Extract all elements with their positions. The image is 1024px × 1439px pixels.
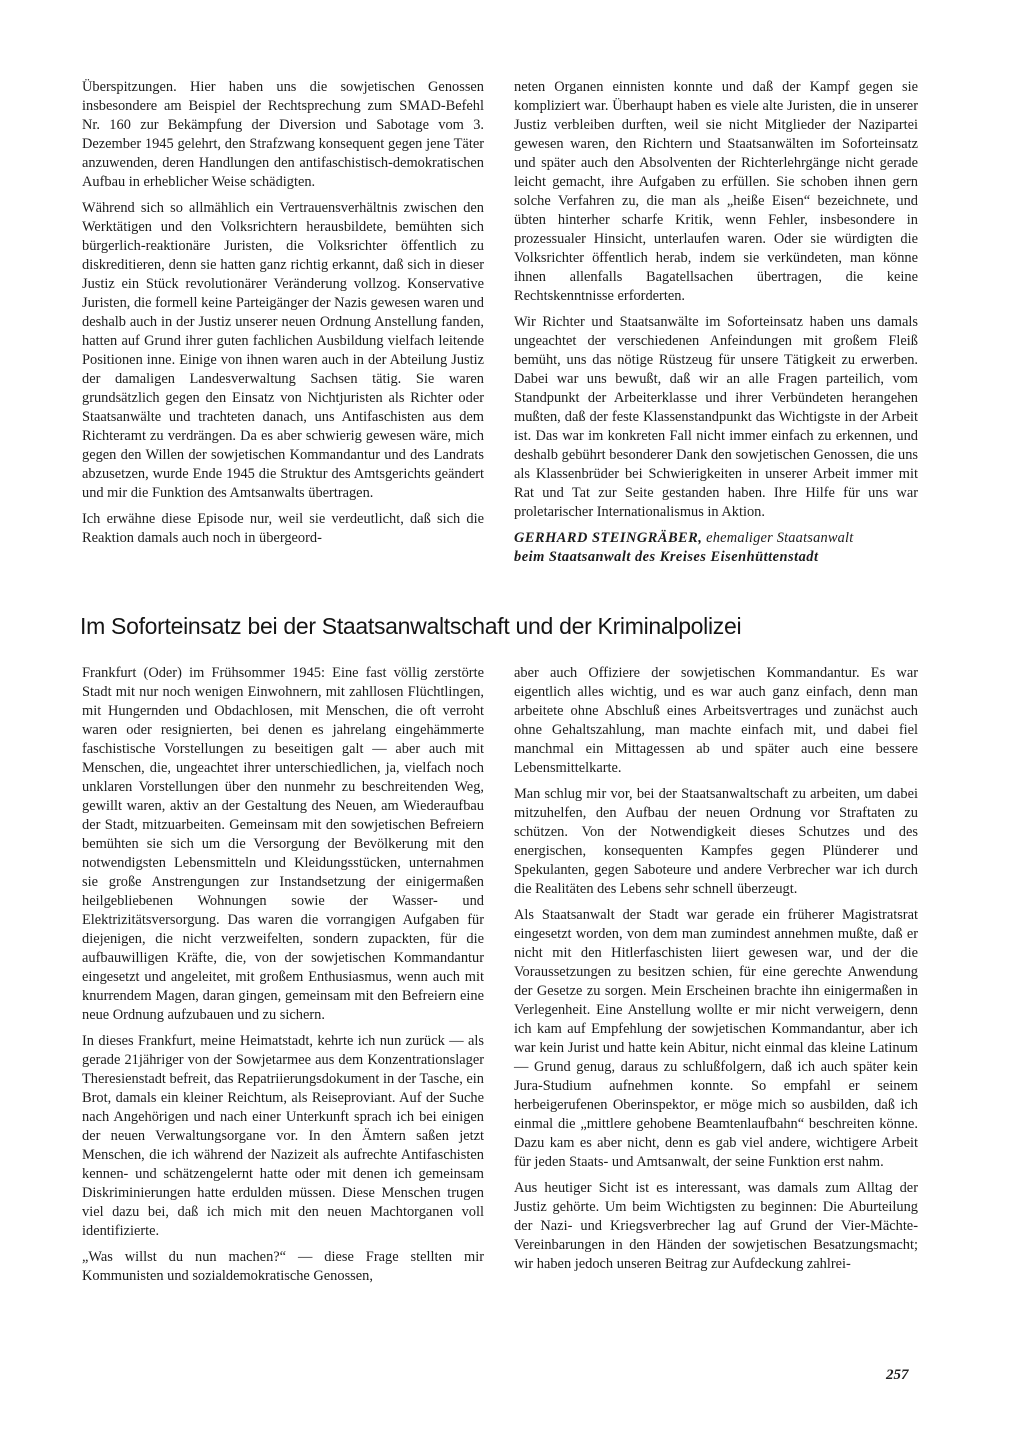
author-signature: [514, 529, 918, 567]
paragraph: „Was willst du nun machen?“ — diese Frage stellten mir Kommunisten und sozialdemokratische Genossen,: [82, 1249, 484, 1284]
paragraph: neten Organen einnisten konnte und daß der Kampf gegen sie kompliziert war. Überhaupt haben es viele alte Juristen, die in unserer Justiz verbleiben durften, weil sie nicht Mitglieder der Nazipartei gewesen waren, den Richtern und Staatsanwälten im Soforteinsatz und später auch den Absolventen der Richterlehrgänge nicht gerade leicht gemacht, ihre Aufgaben zu erfüllen. Sie schoben ihnen gern solche Verfahren zu, die man als „heiße Eisen“ bezeichnete, und übten hinterher scharfe Kritik, wenn Fehler, insbesondere in prozessualer Hinsicht, unterlaufen waren. Oder sie würdigten die Volksrichter öffentlich herab, indem sie verkündeten, man könne ihnen allenfalls Bagatellsachen übertragen, die keine Rechtskenntnisse erforderten.: [514, 79, 918, 304]
paragraph: Wir Richter und Staatsanwälte im Soforteinsatz haben uns damals ungeachtet der verschiedenen Anfeindungen mit großem Fleiß bemüht, uns das nötige Rüstzeug für unsere Tätigkeit zu erwerben. Dabei war uns bewußt, daß wir an alle Fragen parteilich, vom Standpunkt der Arbeiterklasse und ihrer Verbündeten herangehen mußten, daß der feste Klassenstandpunkt das Wichtigste in der Arbeit ist. Das war im konkreten Fall nicht immer einfach zu erkennen, und deshalb gebührt besonderer Dank den sowjetischen Genossen, die uns als Klassenbrüder bei Schwierigkeiten in unserer Arbeit immer mit Rat und Tat zur Seite gestanden haben. Ihre Hilfe für uns war proletarischer Internationalismus in Aktion.: [514, 314, 918, 520]
paragraph: Als Staatsanwalt der Stadt war gerade ein früherer Magistratsrat eingesetzt worden, von dem man zumindest annehmen mußte, daß er nicht mit den Hitlerfaschisten liiert gewesen war, und der die Voraussetzungen zu besitzen schien, für eine gerechte Anwendung der Gesetze zu sorgen. Mein Erscheinen brachte ihn einigermaßen in Verlegenheit. Eine Anstellung wollte er mir nicht verweigern, denn ich kam auf Empfehlung der sowjetischen Kommandantur, aber ich war kein Jurist und hatte kein Abitur, nicht einmal das kleine Latinum — Grund genug, daraus zu schlußfolgern, daß ich auch später kein Jura-Studium aufnehmen konnte. So empfahl er seinem herbeigerufenen Oberinspektor, er möge mich so ausbilden, daß ich einmal die „mittlere gehobene Beamtenlaufbahn“ beschreiten könne. Dazu kam es aber nicht, denn es gab viel andere, wichtigere Arbeit für jeden Staats- und Amtsanwalt, der seine Funktion erst nahm.: [514, 907, 918, 1170]
author-role-line2: beim Staatsanwalt des Kreises Eisenhüttenstadt: [514, 549, 819, 565]
article1-right-column: [514, 78, 918, 567]
article1-left-column: [82, 78, 484, 555]
paragraph: Während sich so allmählich ein Vertrauensverhältnis zwischen den Werktätigen und den Volksrichtern herausbildete, bemühten sich bürgerlich-reaktionäre Juristen, die Volksrichter öffentlich zu diskreditieren, denn sie hatten ganz richtig erkannt, daß sich in dieser Justiz ein Stück revolutionärer Veränderung vollzog. Konservative Juristen, die formell keine Parteigänger der Nazis gewesen waren und deshalb auch in der Justiz unserer neuen Ordnung Anstellung fanden, hatten auf Grund ihrer guten fachlichen Ausbildung vielfach leitende Positionen inne. Einige von ihnen waren auch in der Abteilung Justiz der damaligen Landesverwaltung Sachsen tätig. Sie waren grundsätzlich gegen den Einsatz von Nichtjuristen als Richter oder Staatsanwälte und trachteten danach, uns Antifaschisten aus dem Richteramt zu verdrängen. Da es aber schwierig gewesen wäre, mich gegen den Willen der sowjetischen Kommandantur und des Landrats abzusetzen, wurde Ende 1945 die Struktur des Amtsgerichts geändert und mir die Funktion des Amtsanwalts übertragen.: [82, 200, 484, 501]
article2-right-column: [514, 664, 918, 1281]
paragraph: aber auch Offiziere der sowjetischen Kommandantur. Es war eigentlich alles wichtig, und es war auch ganz einfach, denn man arbeitete ohne Abschluß eines Arbeitsvertrages und zunächst auch ohne Gehaltszahlung, man machte einfach mit, und dabei fiel manchmal ein Mittagessen ab und später auch eine bessere Lebensmittelkarte.: [514, 665, 918, 776]
paragraph: Aus heutiger Sicht ist es interessant, was damals zum Alltag der Justiz gehörte. Um beim Wichtigsten zu beginnen: Die Aburteilung der Nazi- und Kriegsverbrecher lag auf Grund der Vier-Mächte-Vereinbarungen in den Händen der sowjetischen Besatzungsmacht; wir haben jedoch unseren Beitrag zur Aufdeckung zahlrei-: [514, 1180, 918, 1272]
page-number: 257: [886, 1367, 909, 1383]
paragraph: Frankfurt (Oder) im Frühsommer 1945: Eine fast völlig zerstörte Stadt mit nur noch wenigen Einwohnern, mit zahllosen Flüchtlingen, mit Hungernden und Obdachlosen, mit Menschen, die oft verroht waren oder resignierten, bei denen es jahrelang eingehämmerte faschistische Vorstellungen zu beseitigen galt — aber auch mit Menschen, die, ungeachtet ihrer unterschiedlichen, ja, vielfach noch unklaren Vorstellungen über den nunmehr zu beschreitenden Weg, gewillt waren, aktiv an der Gestaltung des Neuen, am Wiederaufbau der Stadt, mitzuarbeiten. Gemeinsam mit den sowjetischen Befreiern bemühten sie sich um die Versorgung der Bevölkerung mit den notwendigsten Lebensmitteln und Kleidungsstücken, unternahmen sie große Anstrengungen zur Instandsetzung der einigermaßen heilgebliebenen Wohnungen sowie der Wasser- und Elektrizitätsversorgung. Das waren die vorrangigen Aufgaben für diejenigen, die nicht verzweifelten, sondern zupackten, für die aufbauwilligen Kräfte, die, von der sowjetischen Kommandantur eingesetzt und angeleitet, mit großem Enthusiasmus, wenn auch mit knurrendem Magen, daran gingen, gemeinsam mit den Befreiern eine neue Ordnung aufzubauen und zu sichern.: [82, 665, 484, 1023]
paragraph: Ich erwähne diese Episode nur, weil sie verdeutlicht, daß sich die Reaktion damals auch noch in übergeord-: [82, 511, 484, 546]
author-role-line1: ehemaliger Staatsanwalt: [706, 530, 854, 546]
article2-left-column: [82, 664, 484, 1293]
article-headline: Im Soforteinsatz bei der Staatsanwaltschaft und der Kriminalpolizei: [80, 613, 742, 639]
paragraph: Überspitzungen. Hier haben uns die sowjetischen Genossen insbesondere am Beispiel der Rechtsprechung zum SMAD-Befehl Nr. 160 zur Bekämpfung der Diversion und Sabotage vom 3. Dezember 1945 gelehrt, den Strafzwang konsequent gegen jene Täter anzuwenden, deren Handlungen den antifaschistisch-demokratischen Aufbau in erheblicher Weise schädigten.: [82, 79, 484, 190]
paragraph: In dieses Frankfurt, meine Heimatstadt, kehrte ich nun zurück — als gerade 21jähriger von der Sowjetarmee aus dem Konzentrationslager Theresienstadt befreit, das Repatriierungsdokument in der Tasche, ein Brot, damals ein kleiner Reichtum, als Reiseproviant. Auf der Suche nach Angehörigen und nach einer Unterkunft sprach ich bei einigen der neuen Verwaltungsorgane vor. In den Ämtern saßen jetzt Menschen, die ich während der Nazizeit als aufrechte Antifaschisten kennen- und schätzengelernt hatte oder mit denen ich gemeinsam Diskriminierungen hatte erdulden müssen. Diese Menschen trugen viel dazu bei, daß ich mich mit den neuen Machtorganen voll identifizierte.: [82, 1033, 484, 1239]
author-name: GERHARD STEINGRÄBER,: [514, 530, 703, 546]
paragraph: Man schlug mir vor, bei der Staatsanwaltschaft zu arbeiten, um dabei mitzuhelfen, den Aufbau der neuen Ordnung vor Straftaten zu schützen. Von der Notwendigkeit dieses Schutzes und des energischen, konsequenten Kampfes gegen Plünderer und Spekulanten, gegen Saboteure und andere Verbrecher war ich durch die Realitäten des Lebens sehr schnell überzeugt.: [514, 786, 918, 897]
